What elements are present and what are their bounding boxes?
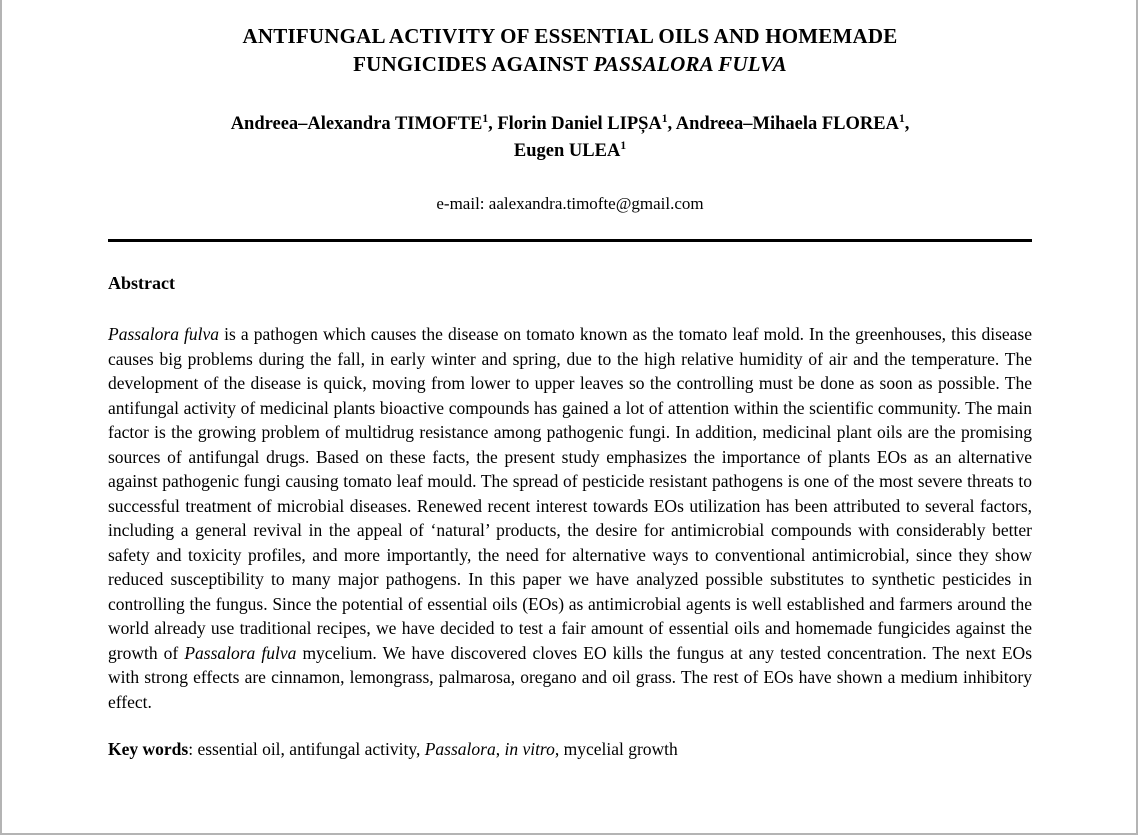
email-line: e-mail: aalexandra.timofte@gmail.com [436, 194, 704, 213]
keywords-line: Key words: essential oil, antifungal activity, Passalora, in vitro, mycelial growth [108, 739, 678, 759]
header-divider-rule [108, 239, 1032, 242]
abstract-heading: Abstract [108, 273, 175, 293]
abstract-paragraph: Passalora fulva is a pathogen which causes the disease on tomato known as the tomato leaf mold. In the greenhouses, this disease causes big problems during the fall, in early winter and spring, due to the high relative humidity of air and the temperature. The development of the disease is quick, moving from lower to upper leaves so the controlling must be done as soon as possible. The antifungal activity of medicinal plants bioactive compounds has gained a lot of attention within the scientific community. The main factor is the growing problem of multidrug resistance among pathogenic fungi. In addition, medicinal plant oils are the promising sources of antifungal drugs. Based on these facts, the present study emphasizes the importance of plants EOs as an alternative against pathogenic fungi causing tomato leaf mould. The spread of pesticide resistant pathogens is one of the most severe threats to successful treatment of microbial diseases. Renewed recent interest towards EOs utilization has been attributed to several factors, including a general revival in the appeal of ‘natural’ products, the desire for antimicrobial compounds with considerably better safety and toxicity profiles, and more importantly, the need for alternative ways to conventional antimicrobial, since they show reduced susceptibility to many major pathogens. In this paper we have analyzed possible substitutes to synthetic pesticides in controlling the fungus. Since the potential of essential oils (EOs) as antimicrobial agents is well established and farmers around the world already use traditional recipes, we have decided to test a fair amount of essential oils and homemade fungicides against the growth of Passalora fulva mycelium. We have discovered cloves EO kills the fungus at any tested concentration. The next EOs with strong effects are cinnamon, lemongrass, palmarosa, oregano and oil grass. The rest of EOs have shown a medium inhibitory effect. [108, 324, 1033, 712]
authors-line: Andreea–Alexandra TIMOFTE$^1$, Florin Daniel LIPȘA$^1$, Andreea–Mihaela FLOREA$^1$, Eugen ULEA$^1$ [230, 112, 910, 161]
paper-title: ANTIFUNGAL ACTIVITY OF ESSENTIAL OILS AND HOMEMADE FUNGICIDES AGAINST PASSALORA FULVA [242, 24, 898, 76]
